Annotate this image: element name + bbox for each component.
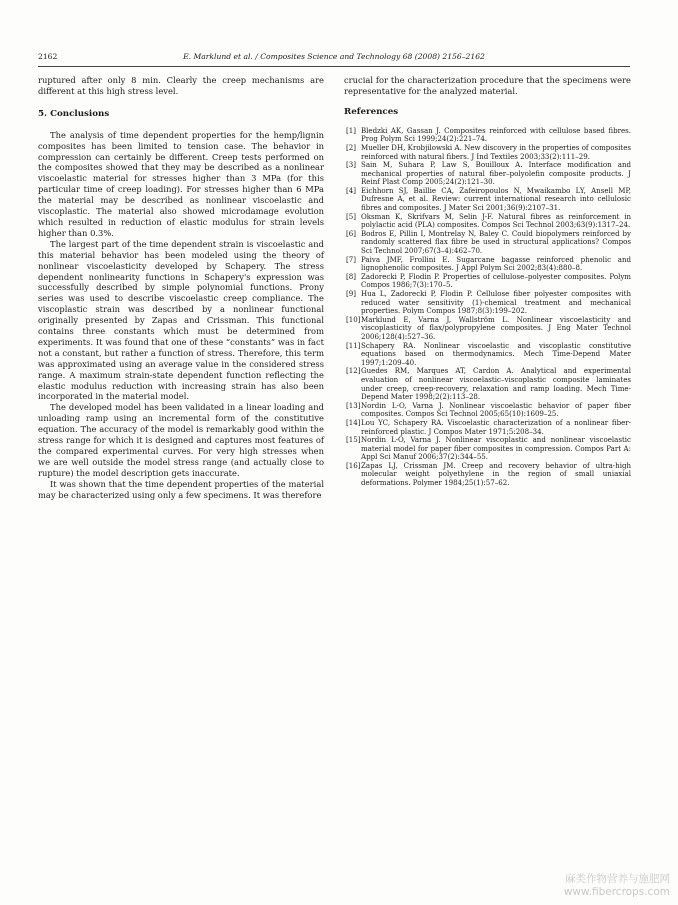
reference-text: Mueller DH, Krobjilowski A. New discovery in the properties of composites reinforced with natural fibers. J Ind Textiles 2003;33(2):111–29. bbox=[361, 142, 631, 161]
reference-item bbox=[344, 161, 631, 187]
reference-number: [7] bbox=[346, 254, 356, 264]
reference-item bbox=[344, 419, 631, 436]
reference-item bbox=[344, 273, 631, 290]
reference-item bbox=[344, 230, 631, 256]
reference-number: [14] bbox=[346, 417, 361, 427]
reference-text: Hua L, Zadorecki P, Flodin P. Cellulose fiber polyester composites with reduced water sensitivity (1)-chemical treatment and mechanical properties. Polym Compos 1987;8(3):199–202. bbox=[361, 289, 631, 316]
reference-text: Guedes RM, Marques AT, Cardon A. Analytical and experimental evaluation of nonlinear viscoelastic–viscoplastic composite laminates under creep, creep-recovery, relaxation and ramp loading. Mech Time-Depend Mater 1998;2(2):113–28. bbox=[361, 366, 631, 402]
reference-text: Sain M, Suhara P, Law S, Bouilloux A. Interface modification and mechanical properties of natural fiber–polyolefin composite products. J Reinf Plast Comp 2005;24(2):121–30. bbox=[361, 160, 631, 187]
reference-number: [2] bbox=[346, 142, 356, 152]
conclusion-paragraph: The largest part of the time dependent strain is viscoelastic and this material behavior has been modeled using the theory of nonlinear viscoelasticity developed by Schapery. The stress dependent nonlinearity functions in Schapery's expression was successfully described by simple polynomial functions. Prony series was used to describe viscoelastic creep compliance. The viscoplastic strain was described by a nonlinear functional originally presented by Zapas and Crissman. This functional contains three constants which must be determined from experiments. It was found that one of these “constants” was in fact not a constant, but rather a function of stress. Therefore, this term was approximated using an average value in the considered stress range. A maximum strain-state dependent function reflecting the elastic modulus reduction with increasing strain has also been incorporated in the material model. bbox=[38, 238, 324, 402]
site-watermark bbox=[564, 873, 670, 899]
reference-number: [3] bbox=[346, 160, 356, 170]
reference-number: [9] bbox=[346, 289, 356, 298]
page-header bbox=[38, 52, 630, 64]
watermark-url: www.fibercrops.com bbox=[563, 886, 670, 898]
intro-paragraph: ruptured after only 8 min. Clearly the creep mechanisms are different at this high stress level. bbox=[38, 75, 324, 96]
reference-text: Bodros E, Pillin I, Montrelay N, Baley C. Could biopolymers reinforced by randomly scattered flax fibre be used in structural applications? Compos Sci Technol 2007;67(3–4):462–70. bbox=[361, 228, 631, 256]
reference-item bbox=[344, 316, 631, 342]
running-title: E. Marklund et al. / Composites Science and Technology 68 (2008) 2156–2162 bbox=[183, 52, 485, 61]
reference-text: Zadorecki P, Flodin P. Properties of cellulose–polyester composites. Polym Compos 1986;7(3):170–5. bbox=[361, 271, 631, 290]
references-heading: References bbox=[344, 106, 399, 117]
header-rule bbox=[38, 66, 630, 67]
page-number: 2162 bbox=[38, 52, 58, 61]
reference-item bbox=[344, 436, 631, 462]
reference-number: [4] bbox=[346, 185, 356, 195]
reference-number: [10] bbox=[346, 314, 361, 324]
reference-item bbox=[344, 290, 631, 316]
watermark-title: 麻类作物营养与施肥网 bbox=[565, 873, 670, 885]
reference-text: Lou YC, Schapery RA. Viscoelastic characterization of a nonlinear fiber-reinforced plastic. J Compos Mater 1971;5:208–34. bbox=[361, 417, 631, 436]
reference-number: [11] bbox=[346, 340, 361, 350]
reference-number: [5] bbox=[346, 211, 356, 221]
reference-text: Eichhorn SJ, Baillie CA, Zafeiropoulos N, Mwaikambo LY, Ansell MP, Dufresne A, et al. Review: current international research into cellulosic fibres and composites. J Mater Sci 2001;36(9):2107–31. bbox=[361, 185, 631, 213]
reference-item bbox=[344, 256, 631, 273]
reference-text: Marklund E, Varna J, Wallström L. Nonlinear viscoelasticity and viscoplasticity of flax/polypropylene composites. J Eng Mater Technol 2006;128(4):527–36. bbox=[361, 314, 631, 341]
reference-item bbox=[344, 367, 631, 401]
reference-text: Oksman K, Skrifvars M, Selin J-F. Natural fibres as reinforcement in polylactic acid (PLA) composites. Compos Sci Technol 2003;63(9):1317–24. bbox=[361, 211, 631, 230]
reference-item bbox=[344, 342, 631, 368]
reference-number: [13] bbox=[346, 400, 361, 410]
section-heading: 5. Conclusions bbox=[38, 108, 110, 119]
reference-number: [15] bbox=[346, 435, 361, 445]
reference-list bbox=[344, 127, 631, 488]
reference-text: Nordin L-O, Varna J. Nonlinear viscoelastic behavior of paper fiber composites. Compos Sci Technol 2005;65(10):1609–25. bbox=[361, 400, 631, 419]
reference-item bbox=[344, 462, 631, 488]
left-column bbox=[38, 75, 324, 501]
reference-text: Bledzki AK, Gassan J. Composites reinforced with cellulose based fibres. Prog Polym Sci 1999;24(2):221–74. bbox=[361, 125, 631, 144]
reference-item bbox=[344, 187, 631, 213]
reference-number: [1] bbox=[346, 125, 356, 135]
reference-text: Zapas LJ, Crissman JM. Creep and recovery behavior of ultra-high molecular weight polyethylene in the region of small uniaxial deformations. Polymer 1984;25(1):57–62. bbox=[361, 460, 631, 488]
reference-number: [6] bbox=[346, 228, 356, 238]
reference-item bbox=[344, 144, 631, 161]
conclusion-paragraph: The developed model has been validated in a linear loading and unloading ramp using an incremental form of the constitutive equation. The accuracy of the model is remarkably good within the stress range for which it is designed and captures most features of the compared experimental curves. For very high stresses when we are well outside the model stress range (and actually close to rupture) the model description gets inaccurate. bbox=[38, 402, 324, 478]
reference-item bbox=[344, 127, 631, 144]
reference-number: [8] bbox=[346, 271, 356, 281]
reference-number: [16] bbox=[346, 460, 361, 470]
right-column bbox=[344, 75, 631, 488]
reference-text: Schapery RA. Nonlinear viscoelastic and viscoplastic constitutive equations based on thermodynamics. Mech Time-Depend Mater 1997;1:209–40. bbox=[361, 340, 631, 367]
reference-text: Nordin L-O, Varna J. Nonlinear viscoplastic and nonlinear viscoelastic material model for paper fiber composites in compression. Compos Part A: Appl Sci Manuf 2006;37(2):344–55. bbox=[361, 435, 631, 462]
conclusion-paragraph: The analysis of time dependent properties for the hemp/lignin composites has been limited to tension case. The behavior in compression can certainly be different. Creep tests performed on the composites showed that they may be described as a nonlinear viscoelastic material for stresses higher than 3 MPa (for this particular time of creep loading). For stresses higher than 6 MPa the material may be described as nonlinear viscoelastic and viscoplastic. The material also showed microdamage evolution which resulted in reduction of elastic modulus for strain levels higher than 0.3%. bbox=[38, 129, 324, 238]
reference-number: [12] bbox=[346, 366, 361, 376]
conclusion-paragraph: It was shown that the time dependent properties of the material may be characterized using only a few specimens. It was therefore bbox=[38, 478, 324, 500]
reference-item bbox=[344, 402, 631, 419]
reference-text: Paiva JMF, Frollini E. Sugarcane bagasse reinforced phenolic and lignophenolic composites. J Appl Polym Sci 2002;83(4):880–8. bbox=[361, 254, 631, 273]
reference-item bbox=[344, 213, 631, 230]
continuation-paragraph: crucial for the characterization procedure that the specimens were representative for the analyzed material. bbox=[344, 75, 631, 96]
